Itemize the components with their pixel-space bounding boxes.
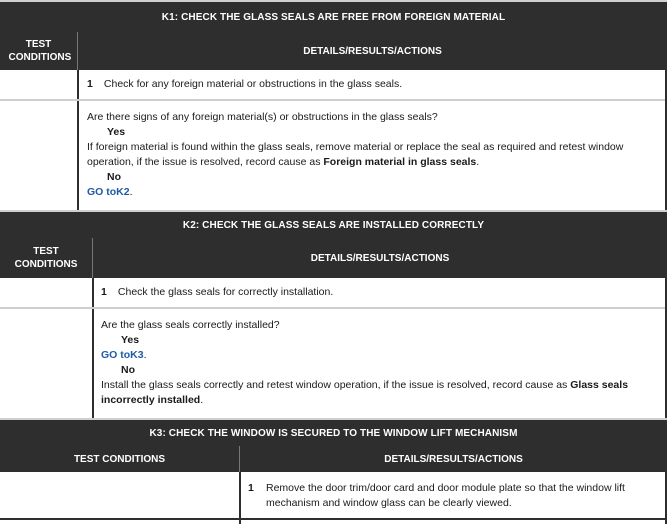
- k2-column-divider: [92, 278, 94, 418]
- k3-title: K3: CHECK THE WINDOW IS SECURED TO THE WINDOW LIFT MECHANISM: [0, 418, 667, 446]
- go-to-k3-link[interactable]: GO toK3: [101, 349, 144, 361]
- k1-result-block: [87, 110, 657, 200]
- k2-title: K2: CHECK THE GLASS SEALS ARE INSTALLED CORRECTLY: [0, 210, 667, 238]
- k3-details-header: DETAILS/RESULTS/ACTIONS: [239, 446, 667, 472]
- step-number: 1: [248, 482, 254, 494]
- k1-column-divider: [77, 70, 79, 210]
- step-text: Check the glass seals for correctly installation.: [117, 286, 334, 298]
- k1-test-conditions-header: TEST CONDITIONS: [0, 32, 77, 70]
- k2-yes-label: Yes: [121, 334, 140, 346]
- k2-details-header: DETAILS/RESULTS/ACTIONS: [92, 238, 667, 278]
- k2-test-conditions-header: TEST CONDITIONS: [0, 238, 92, 278]
- step-number: 1: [87, 78, 93, 90]
- k2-no-action: Install the glass seals correctly and retest window operation, if the issue is resolved, record cause as Glass seals incorrectly installed.: [101, 379, 629, 406]
- k3-bottom-border: [0, 518, 667, 520]
- step-text: Check for any foreign material or obstructions in the glass seals.: [103, 78, 403, 90]
- k2-no-label: No: [121, 364, 135, 376]
- k2-result-block: [101, 318, 656, 408]
- k2-row-divider: [0, 307, 667, 309]
- k1-details-header: DETAILS/RESULTS/ACTIONS: [77, 32, 667, 70]
- k3-column-divider: [239, 472, 241, 524]
- step-number: 1: [101, 286, 107, 298]
- k1-question: Are there signs of any foreign material(s) or obstructions in the glass seals?: [87, 111, 438, 123]
- k3-test-conditions-header: TEST CONDITIONS: [0, 446, 239, 472]
- k1-title: K1: CHECK THE GLASS SEALS ARE FREE FROM FOREIGN MATERIAL: [0, 0, 667, 32]
- k2-question: Are the glass seals correctly installed?: [101, 319, 280, 331]
- k3-step-1: [248, 481, 658, 511]
- k1-no-label: No: [107, 171, 121, 183]
- k2-go-to: GO toK3.: [101, 349, 147, 361]
- k1-yes-label: Yes: [107, 126, 126, 138]
- k2-step-1: [101, 285, 656, 300]
- k1-step-1: [87, 77, 657, 92]
- go-to-k2-link[interactable]: GO toK2: [87, 186, 130, 198]
- k1-go-to: GO toK2.: [87, 186, 133, 198]
- k1-row-divider: [0, 99, 667, 101]
- step-text: Remove the door trim/door card and door module plate so that the window lift mechanism and window glass can be clearly viewed.: [266, 482, 625, 509]
- k1-yes-action: If foreign material is found within the glass seals, remove material or replace the seal as required and retest window operation, if the issue is resolved, record cause as Foreign material in glass seals.: [87, 141, 624, 168]
